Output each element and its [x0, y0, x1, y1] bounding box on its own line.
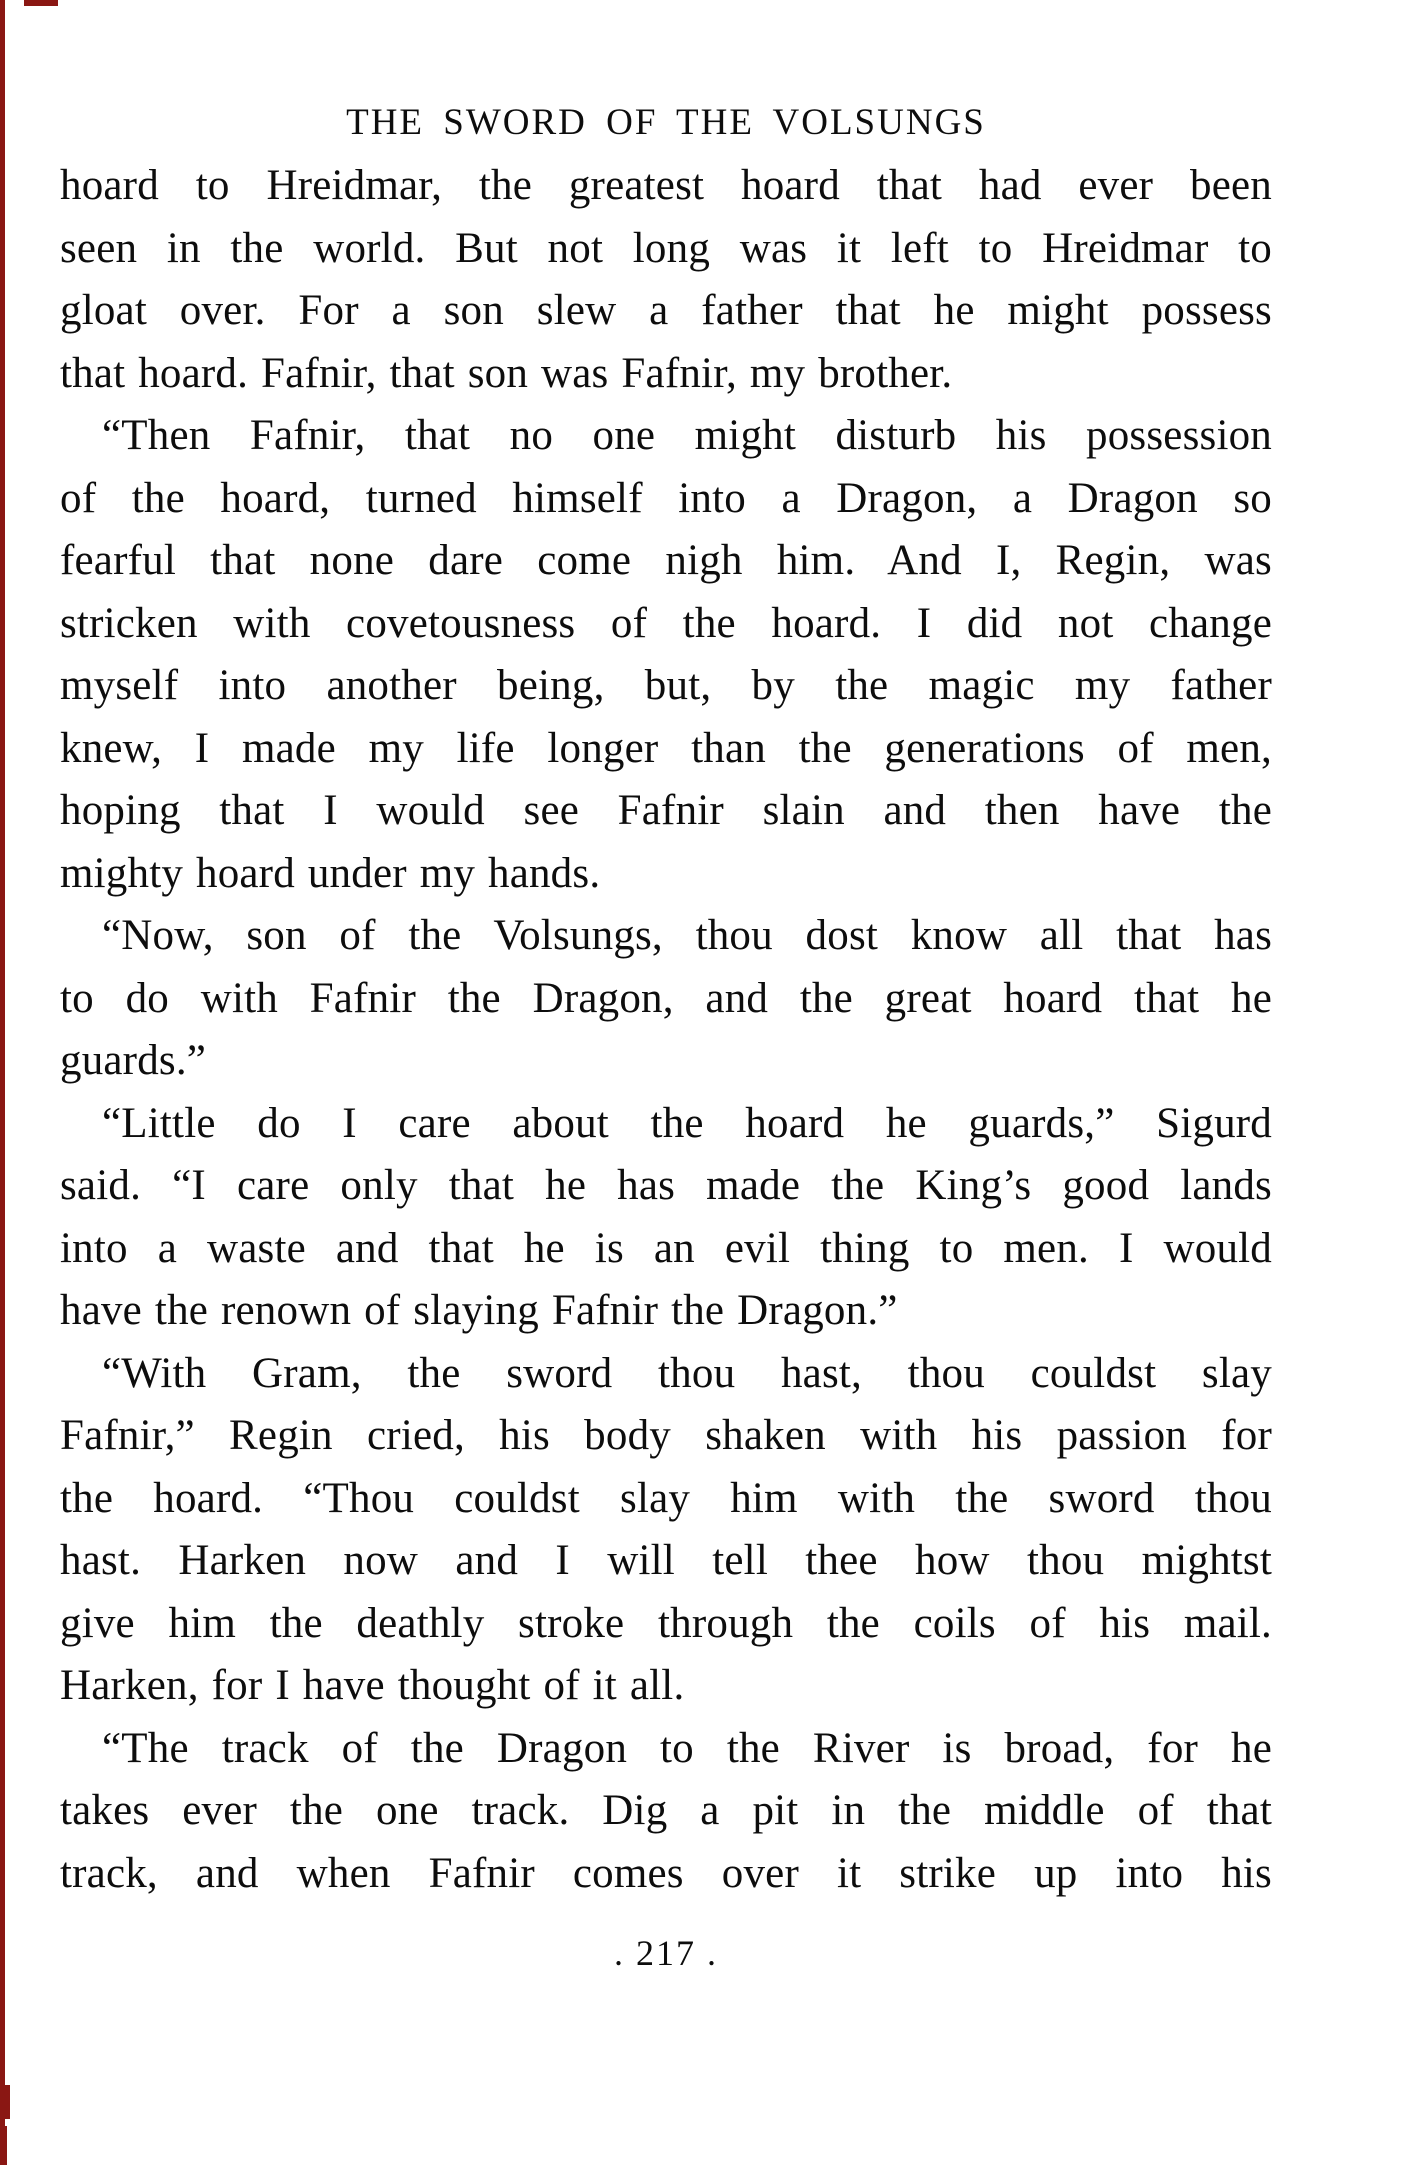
text-line: have the renown of slaying Fafnir the Dragon.”: [60, 1287, 898, 1334]
text-line: fearful that none dare come nigh him. And I, Regin, was: [60, 537, 1272, 584]
text-line: stricken with covetousness of the hoard. I did not change: [60, 599, 1272, 647]
text-line: gloat over. For a son slew a father that he might possess: [60, 287, 1272, 334]
text-line: mighty hoard under my hands.: [60, 849, 601, 897]
text-line: hast. Harken now and I will tell thee how thou mightst: [60, 1537, 1272, 1584]
text-line: “Now, son of the Volsungs, thou dost know all that has: [102, 912, 1272, 959]
scan-edge-artifact-bottom-upper: [0, 2085, 10, 2119]
text-line: the hoard. “Thou couldst slay him with the sword thou: [60, 1474, 1272, 1522]
text-line: “Then Fafnir, that no one might disturb his possession: [102, 412, 1272, 459]
chapter-title: THE SWORD OF THE VOLSUNGS: [346, 102, 986, 143]
text-line: “Little do I care about the hoard he guards,” Sigurd: [102, 1099, 1272, 1147]
scan-edge-artifact-bottom-lower: [0, 2126, 7, 2165]
page-body: [60, 155, 1272, 1905]
text-line: to do with Fafnir the Dragon, and the great hoard that he: [60, 974, 1272, 1022]
text-line: track, and when Fafnir comes over it strike up into his: [60, 1849, 1272, 1897]
text-line: of the hoard, turned himself into a Dragon, a Dragon so: [60, 474, 1272, 522]
scan-edge-artifact-top: [24, 0, 58, 6]
text-line: myself into another being, but, by the magic my father: [60, 662, 1272, 709]
text-line: “With Gram, the sword thou hast, thou couldst slay: [102, 1349, 1272, 1397]
text-line: into a waste and that he is an evil thing to men. I would: [60, 1224, 1272, 1272]
text-line: that hoard. Fafnir, that son was Fafnir, my brother.: [60, 349, 953, 397]
text-line: hoping that I would see Fafnir slain and then have the: [60, 787, 1272, 834]
text-line: guards.”: [60, 1037, 207, 1084]
text-line: seen in the world. But not long was it left to Hreidmar to: [60, 224, 1272, 272]
text-line: give him the deathly stroke through the coils of his mail.: [60, 1599, 1272, 1647]
page-number: . 217 .: [614, 1933, 718, 1973]
text-line: hoard to Hreidmar, the greatest hoard that had ever been: [60, 162, 1272, 209]
text-line: takes ever the one track. Dig a pit in the middle of that: [60, 1787, 1272, 1834]
text-line: “The track of the Dragon to the River is broad, for he: [102, 1724, 1272, 1772]
text-line: knew, I made my life longer than the generations of men,: [60, 724, 1272, 772]
scan-edge-artifact-left: [0, 0, 5, 2165]
text-line: said. “I care only that he has made the King’s good lands: [60, 1162, 1272, 1209]
text-line: Harken, for I have thought of it all.: [60, 1662, 685, 1709]
text-line: Fafnir,” Regin cried, his body shaken with his passion for: [60, 1412, 1272, 1459]
